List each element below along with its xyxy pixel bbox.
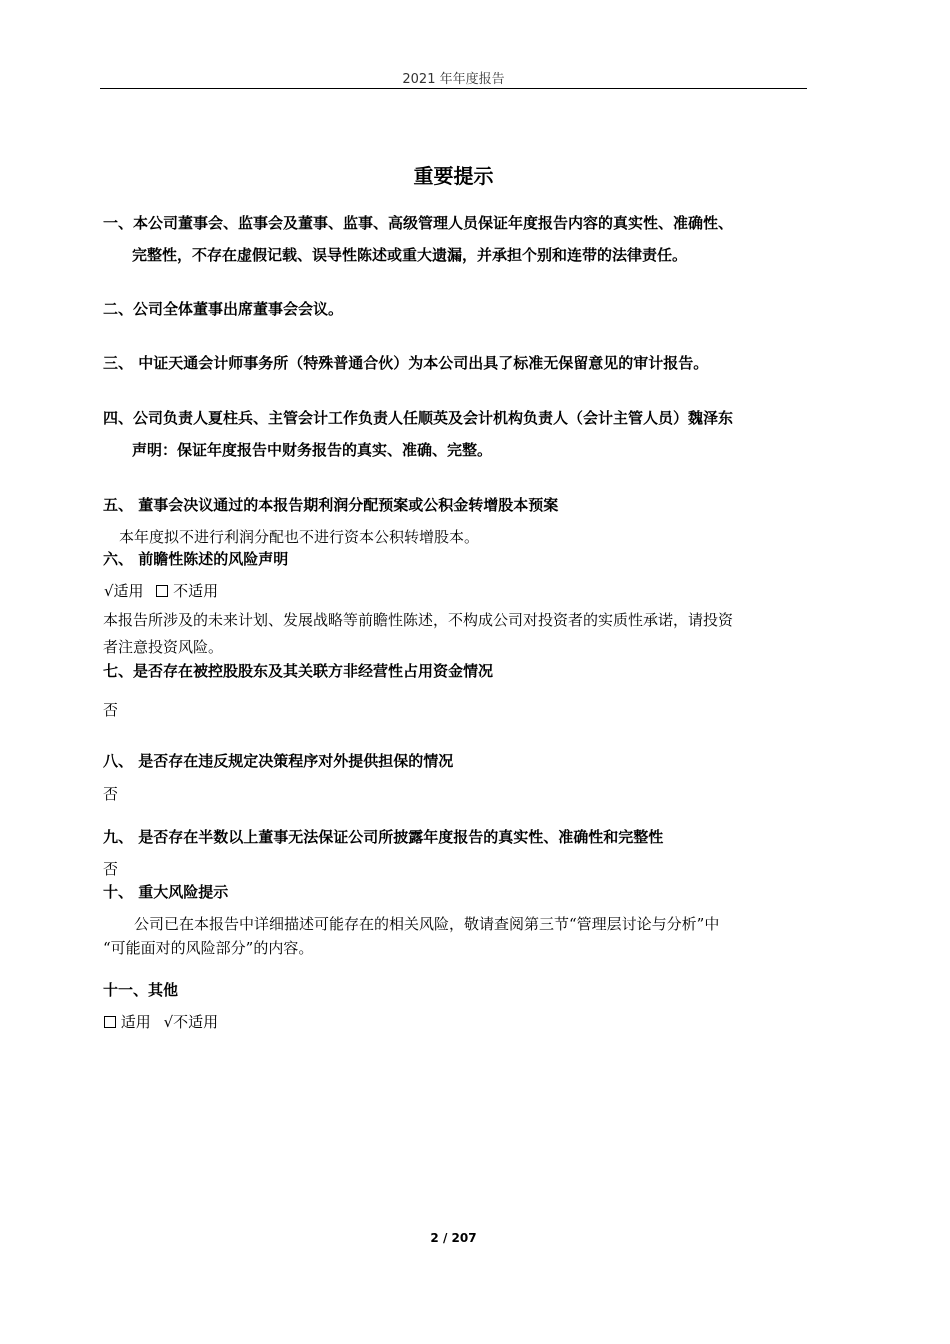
option-not-applicable-checked: √不适用 bbox=[163, 1013, 219, 1031]
item-5-body: 本年度拟不进行利润分配也不进行资本公积转增股本。 bbox=[119, 528, 480, 546]
item-6-options bbox=[104, 580, 814, 601]
item-9-heading: 九、 是否存在半数以上董事无法保证公司所披露年度报告的真实性、准确性和完整性 bbox=[103, 828, 664, 846]
item-10-body-line-1: 公司已在本报告中详细描述可能存在的相关风险，敬请查阅第三节“管理层讨论与分析”中 bbox=[134, 915, 720, 933]
header-divider bbox=[100, 88, 807, 89]
checkbox-icon bbox=[156, 585, 168, 597]
item-6-body-line-1: 本报告所涉及的未来计划、发展战略等前瞻性陈述，不构成公司对投资者的实质性承诺，请投资 bbox=[103, 611, 734, 629]
item-5-heading: 五、 董事会决议通过的本报告期利润分配预案或公积金转增股本预案 bbox=[103, 496, 559, 514]
page-title: 重要提示 bbox=[413, 164, 494, 188]
item-1-line-1: 一、本公司董事会、监事会及董事、监事、高级管理人员保证年度报告内容的真实性、准确性、 bbox=[103, 214, 734, 232]
page-number: 2 / 207 bbox=[430, 1231, 477, 1245]
option-applicable: 适用 bbox=[120, 1013, 151, 1031]
item-8-body: 否 bbox=[103, 785, 119, 803]
item-1-line-2: 完整性，不存在虚假记载、误导性陈述或重大遗漏，并承担个别和连带的法律责任。 bbox=[132, 246, 688, 264]
item-4-line-1: 四、公司负责人夏柱兵、主管会计工作负责人任顺英及会计机构负责人（会计主管人员）魏泽东 bbox=[103, 409, 734, 427]
item-10-body-line-2: “可能面对的风险部分”的内容。 bbox=[103, 939, 314, 957]
item-4-line-2: 声明：保证年度报告中财务报告的真实、准确、完整。 bbox=[132, 441, 493, 459]
item-11-heading: 十一、其他 bbox=[103, 981, 179, 999]
item-6-heading: 六、 前瞻性陈述的风险声明 bbox=[103, 550, 289, 568]
option-not-applicable: 不适用 bbox=[173, 582, 219, 600]
checkbox-icon bbox=[104, 1016, 116, 1028]
page-header: 2021 年年度报告 bbox=[402, 72, 505, 87]
item-8-heading: 八、 是否存在违反规定决策程序对外提供担保的情况 bbox=[103, 752, 454, 770]
item-6-body-line-2: 者注意投资风险。 bbox=[103, 638, 224, 656]
item-3: 三、 中证天通会计师事务所（特殊普通合伙）为本公司出具了标准无保留意见的审计报告。 bbox=[103, 354, 709, 372]
item-7-heading: 七、是否存在被控股股东及其关联方非经营性占用资金情况 bbox=[103, 662, 494, 680]
item-2: 二、公司全体董事出席董事会会议。 bbox=[103, 300, 344, 318]
item-9-body: 否 bbox=[103, 860, 119, 878]
item-10-heading: 十、 重大风险提示 bbox=[103, 883, 229, 901]
item-11-options bbox=[104, 1011, 814, 1032]
option-applicable-checked: √适用 bbox=[104, 582, 144, 600]
item-7-body: 否 bbox=[103, 701, 119, 719]
